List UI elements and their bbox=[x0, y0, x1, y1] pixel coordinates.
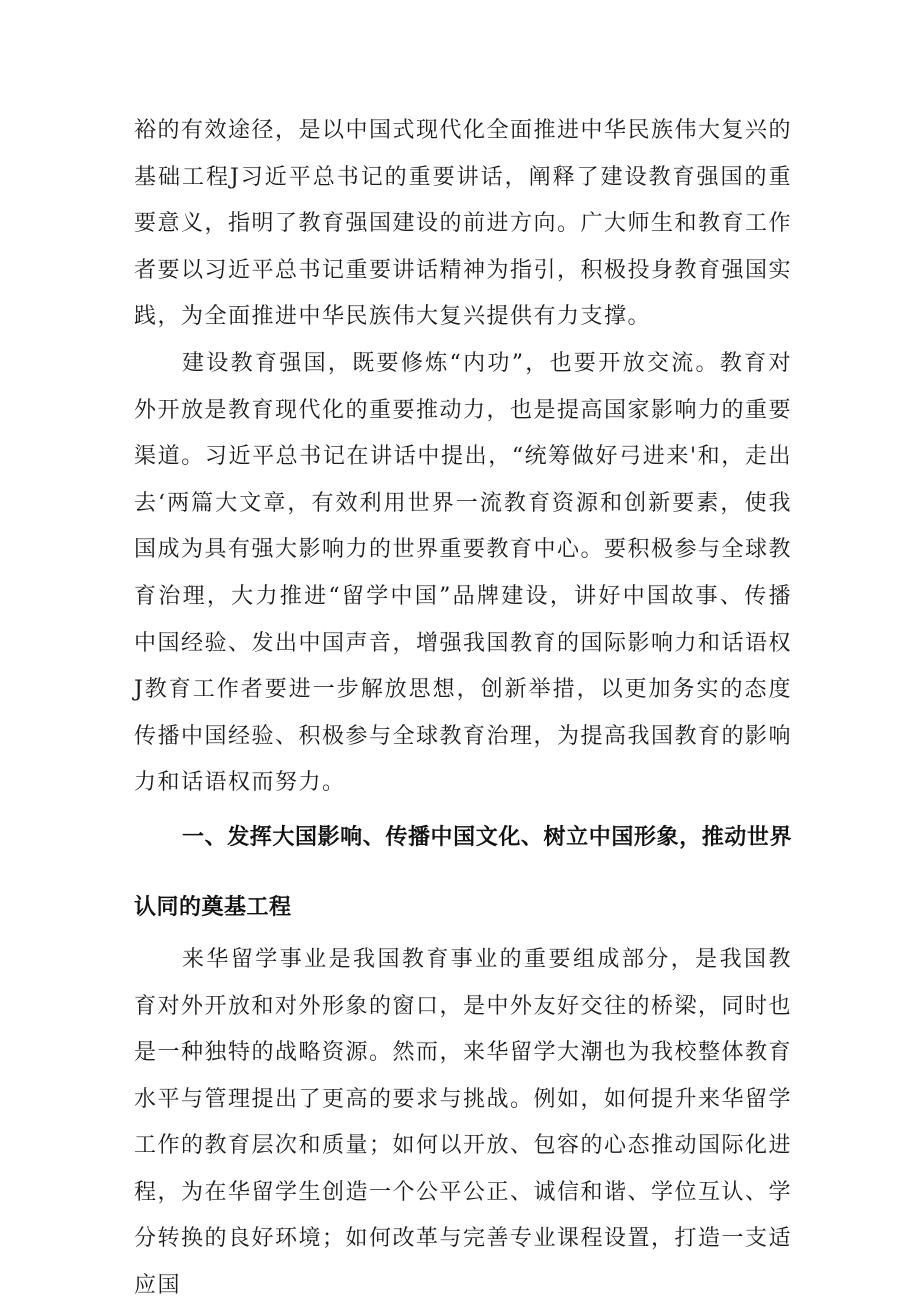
paragraph-continued: 裕的有效途径，是以中国式现代化全面推进中华民族伟大复兴的基础工程J习近平总书记的重要讲话，阐释了建设教育强国的重要意义，指明了教育强国建设的前进方向。广大师生和教育工作者要以习近平总书记重要讲话精神为指引，积极投身教育强国实践，为全面推进中华民族伟大复兴提供有力支撑。 bbox=[134, 118, 793, 330]
paragraph-opening-up: 建设教育强国，既要修炼“内功”，也要开放交流。教育对外开放是教育现代化的重要推动力，也是提高国家影响力的重要渠道。习近平总书记在讲话中提出，“统筹做好弓进来'和，走出去‘两篇大文章，有效利用世界一流教育资源和创新要素，使我国成为具有强大影响力的世界重要教育中心。要积极参与全球教育治理，大力推进“留学中国”品牌建设，讲好中国故事、传播中国经验、发出中国声音，增强我国教育的国际影响力和话语权J教育工作者要进一步解放思想，创新举措，以更加务实的态度传播中国经验、积极参与全球教育治理，为提高我国教育的影响力和话语权而努力。 bbox=[134, 350, 793, 796]
section-heading: 一、发挥大国影响、传播中国文化、树立中国形象，推动世界认同的奠基工程 bbox=[134, 824, 792, 920]
document-body bbox=[134, 108, 792, 1310]
paragraph-study-in-china: 来华留学事业是我国教育事业的重要组成部分，是我国教育对外开放和对外形象的窗口，是中外友好交往的桥梁，同时也是一种独特的战略资源。然而，来华留学大潮也为我校整体教育水平与管理提出了更高的要求与挑战。例如，如何提升来华留学工作的教育层次和质量；如何以开放、包容的心态推动国际化进程，为在华留学生创造一个公平公正、诚信和谐、学位互认、学分转换的良好环境；如何改革与完善专业课程设置，打造一支适应国 bbox=[134, 946, 793, 1299]
